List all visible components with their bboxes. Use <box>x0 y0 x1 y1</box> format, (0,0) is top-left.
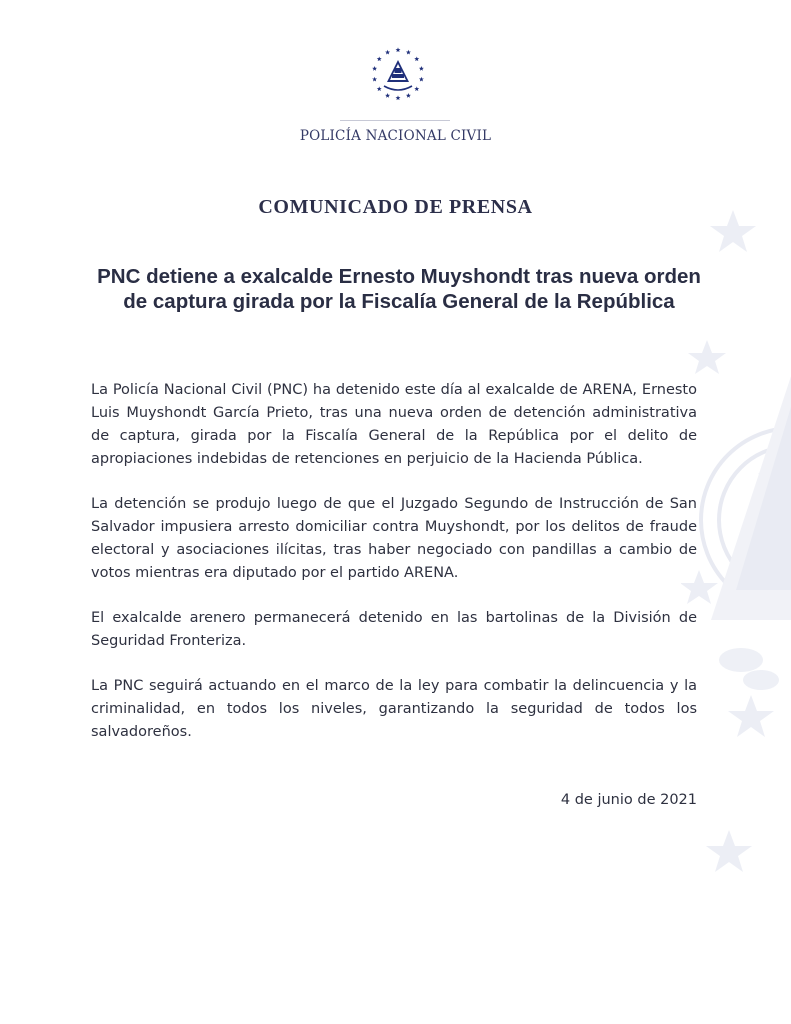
press-release-body <box>91 379 697 766</box>
emblem-star-icon <box>377 86 382 91</box>
el-salvador-coat-of-arms-icon <box>370 46 426 102</box>
emblem-star-icon <box>419 77 424 82</box>
emblem-star-icon <box>396 47 401 52</box>
press-release-headline: PNC detiene a exalcalde Ernesto Muyshondt tras nueva orden de captura girada por la Fiscalía General de la República <box>97 265 701 313</box>
emblem-star-icon <box>377 56 382 61</box>
emblem-star-icon <box>414 56 419 61</box>
organization-name: POLICÍA NACIONAL CIVIL <box>299 128 492 144</box>
emblem-star-icon <box>414 86 419 91</box>
body-paragraph: La PNC seguirá actuando en el marco de la ley para combatir la delincuencia y la criminalidad, en todos los niveles, garantizando la seguridad de todos los salvadoreños. <box>91 678 697 740</box>
document-type-title: COMUNICADO DE PRENSA <box>258 196 533 218</box>
body-paragraph: La Policía Nacional Civil (PNC) ha detenido este día al exalcalde de ARENA, Ernesto Luis Muyshondt García Prieto, tras una nueva orden de detención administrativa de captura, girada por la Fiscalía General de la República por el delito de apropiaciones indebidas de retenciones en perjuicio de la Hacienda Pública. <box>91 382 697 467</box>
emblem-star-icon <box>396 95 401 100</box>
emblem-star-icon <box>372 77 377 82</box>
emblem-star-icon <box>385 93 390 98</box>
header-divider <box>340 120 450 121</box>
release-date: 4 de junio de 2021 <box>560 792 697 808</box>
emblem-star-icon <box>372 66 377 71</box>
body-paragraph: El exalcalde arenero permanecerá detenido en las bartolinas de la División de Seguridad Fronteriza. <box>91 610 697 649</box>
emblem-star-icon <box>419 66 424 71</box>
emblem-star-icon <box>385 50 390 55</box>
emblem-star-icon <box>406 93 411 98</box>
body-paragraph: La detención se produjo luego de que el Juzgado Segundo de Instrucción de San Salvador impusiera arresto domiciliar contra Muyshondt, por los delitos de fraude electoral y asociaciones ilícitas, tras haber negociado con pandillas a cambio de votos mientras era diputado por el partido ARENA. <box>91 496 697 581</box>
emblem-star-icon <box>406 50 411 55</box>
